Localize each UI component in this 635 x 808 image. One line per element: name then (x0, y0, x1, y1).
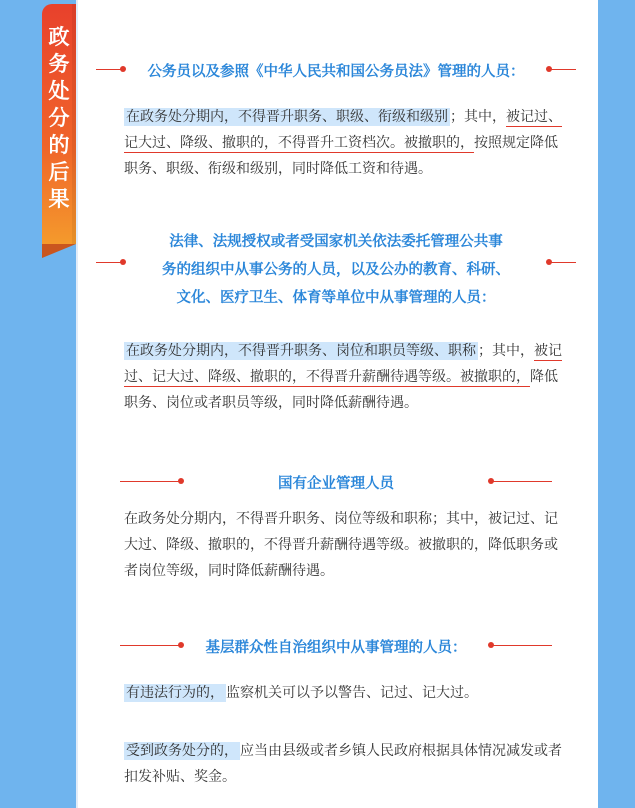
highlight-text: 在政务处分期内，不得晋升职务、职级、衔级和级别 (126, 109, 448, 125)
heading-dot-left (178, 478, 184, 484)
heading-rule-left (120, 645, 180, 646)
ribbon-title: 政务处分的后果 (48, 25, 70, 211)
heading-line-2: 务的组织中从事公务的人员，以及公办的教育、科研、 (162, 262, 510, 278)
section-paragraph-soe-managers (124, 506, 564, 584)
plain-text: ；其中， (450, 109, 506, 125)
plain-text-end: 按照规定降低职务、职级、衔级和级别，同时降低工资和待遇。 (124, 135, 558, 177)
heading-line-3: 文化、医疗卫生、体育等单位中从事管理的人员： (176, 290, 496, 306)
heading-text: 公务员以及参照《中华人民共和国公务员法》管理的人员： (147, 64, 525, 80)
plain-text: 在政务处分期内，不得晋升职务、岗位等级和职称；其中，被记过、记大过、降级、撤职的，不得晋升薪酬待遇等级。被撤职的，降低职务或者岗位等级，同时降低薪酬待遇。 (124, 511, 558, 579)
heading-dot-left (178, 642, 184, 648)
section-paragraph-civil-servants (124, 104, 564, 182)
underlined-text-2: 被撤职的， (460, 369, 530, 385)
heading-text: 基层群众性自治组织中从事管理的人员： (205, 640, 467, 656)
heading-dot-left (120, 259, 126, 265)
section-heading-authorized-orgs (96, 228, 576, 312)
heading-dot-left (120, 66, 126, 72)
heading-rule-right (492, 645, 552, 646)
underlined-text: 被记过、记大过、降级、撤职的，不得晋升薪酬待遇等级。 (124, 343, 562, 385)
heading-text: 国有企业管理人员 (278, 476, 394, 492)
heading-line-1: 法律、法规授权或者受国家机关依法委托管理公共事 (169, 234, 503, 250)
section-heading-soe-managers (96, 472, 576, 493)
heading-rule-right (492, 481, 552, 482)
section-paragraph-grassroots-2 (124, 738, 564, 790)
section-paragraph-authorized-orgs (124, 338, 564, 416)
plain-text: ；其中， (478, 343, 534, 359)
section-heading-civil-servants (96, 60, 576, 81)
highlight-text: 有违法行为的， (126, 685, 224, 701)
underlined-text-2: 被撤职的， (404, 135, 474, 151)
plain-text: 监察机关可以予以警告、记过、记大过。 (226, 685, 478, 701)
heading-rule-left (96, 262, 122, 263)
section-paragraph-grassroots-1 (124, 680, 564, 706)
highlight-text: 受到政务处分的， (126, 743, 238, 759)
section-heading-grassroots (96, 636, 576, 657)
heading-rule-right (550, 262, 576, 263)
highlight-text: 在政务处分期内，不得晋升职务、岗位和职员等级、职称 (126, 343, 476, 359)
plain-text: 应当由县级或者乡镇人民政府根据具体情况减发或者扣发补贴、奖金。 (124, 743, 562, 785)
heading-rule-left (96, 69, 122, 70)
underlined-text: 被记过、记大过、降级、撤职的，不得晋升工资档次。 (124, 109, 562, 151)
side-ribbon (42, 4, 76, 244)
plain-text-end: 降低职务、岗位或者职员等级，同时降低薪酬待遇。 (124, 369, 558, 411)
heading-rule-right (550, 69, 576, 70)
heading-rule-left (120, 481, 180, 482)
